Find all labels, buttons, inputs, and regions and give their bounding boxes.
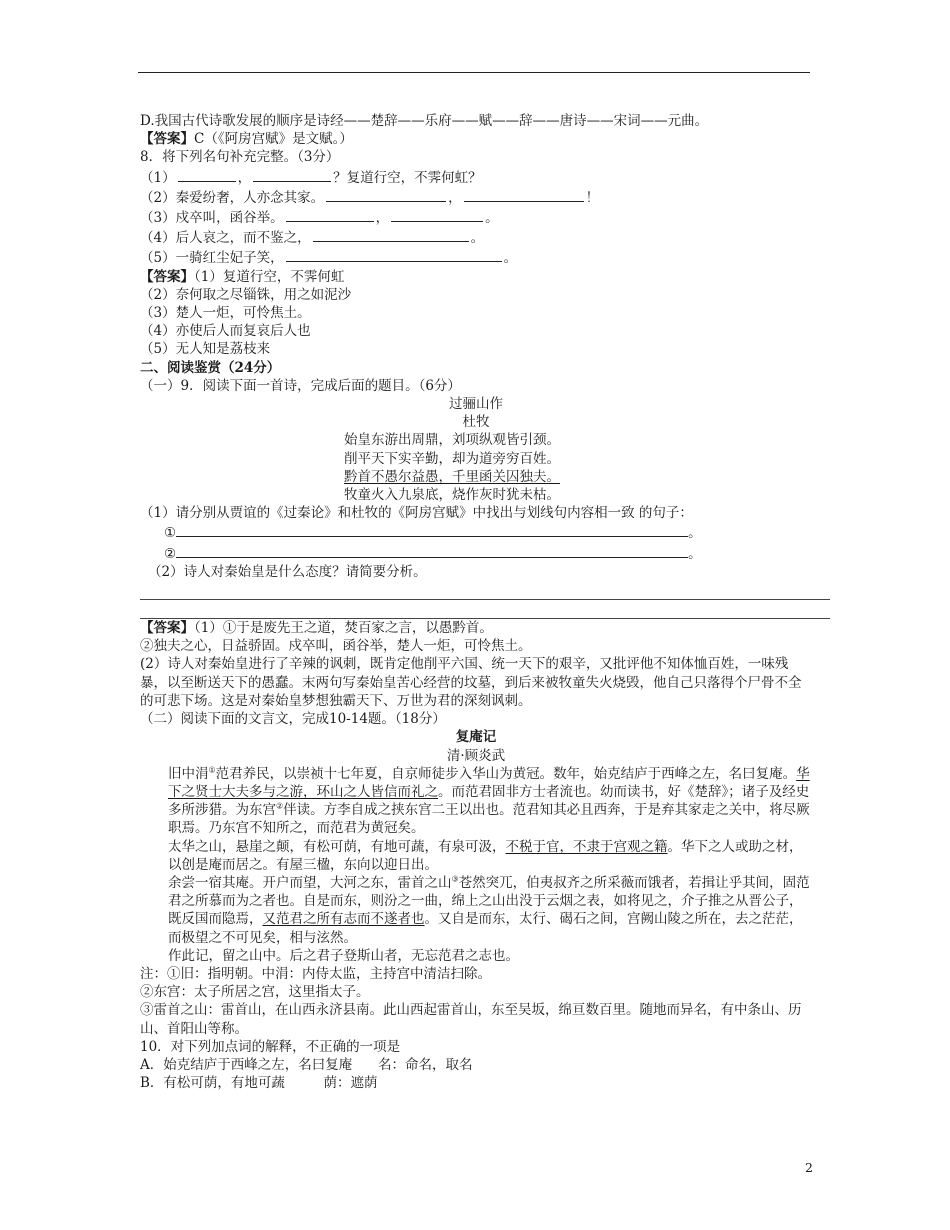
q8-answer-1: 【答案】（1）复道行空，不霁何虹 — [140, 268, 345, 285]
q8-line-3: （3）戍卒叫，函谷举。 ， 。 — [140, 207, 812, 227]
answer-line[interactable] — [140, 581, 830, 600]
footnote-mark: ③ — [451, 874, 459, 884]
poem-line-4: 牧童火入九泉底，烧作灰时犹未枯。 — [344, 487, 560, 504]
q7-option-d: D.我国古代诗歌发展的顺序是诗经——楚辞——乐府——赋——辞——唐诗——宋词——元曲。 — [140, 113, 709, 129]
q8-line-1: （1） ， ？复道行空，不霁何虹？ — [140, 167, 812, 187]
footnote-1: 注：①旧：指明朝。中涓：内侍太监，主持宫中清洁扫除。 — [140, 965, 491, 982]
poem-line-1: 始皇东游出周鼎，刘项纵观皆引颈。 — [344, 432, 560, 449]
passage-paragraph-1: 旧中涓①范君养民，以崇祯十七年夏，自京师徒步入华山为黄冠。数年，始克结庐于西峰之左，名曰复庵。华下之贤士大夫多与之游，环山之人皆信而礼之。而范君固非方士者流也。幼而读书，好《楚辞》；诸子及经史多所涉猎。为东宫②伴读。方李自成之挟东宫二王以出也。范君知其必且西奔，于是弃其家走之关中，将尽厥职焉。乃东宫不知所之，而范君为黄冠矣。 — [168, 765, 810, 837]
q8-answer-3: （3）楚人一炬，可怜焦土。 — [140, 305, 311, 322]
poem-line-2: 削平天下实辛勤，却为道旁穷百姓。 — [344, 450, 560, 467]
q8-answer-5: （5）无人知是荔枝来 — [140, 341, 271, 358]
q9-answer-line-1: ① 。 — [140, 522, 812, 542]
passage-paragraph-4: 作此记，留之山中。后之君子登斯山者，无忘范君之志也。 — [168, 947, 519, 964]
footnote-mark: ② — [276, 801, 284, 811]
footnote-3: ③雷首之山：雷首山，在山西永济县南。此山西起雷首山，东至吴坂，绵亘数百里。随地而异名，有中条山、历山、首阳山等称。 — [140, 1002, 802, 1037]
q9-stem: （一）9．阅读下面一首诗，完成后面的题目。（6分） — [140, 377, 461, 394]
q9-sub-1: （1）请分别从贾谊的《过秦论》和杜牧的《阿房宫赋》中找出与划线句内容相一致 的句子： — [140, 505, 693, 522]
header-rule — [138, 72, 810, 73]
poem-line-3: 黔首不愚尔益愚，千里函关囚独夫。 — [344, 468, 560, 485]
q8-line-5: （5）一骑红尘妃子笑， 。 — [140, 247, 812, 267]
blank-field[interactable] — [464, 187, 584, 202]
blank-field[interactable] — [391, 207, 483, 222]
answer-tag: 【答案】 — [140, 620, 194, 637]
answer-tag: 【答案】 — [140, 268, 194, 285]
footnote-2: ②东宫：太子所居之宫，这里指太子。 — [140, 984, 370, 1001]
blank-field[interactable] — [326, 187, 446, 202]
poem-title: 过骊山作 — [449, 396, 503, 413]
blank-field[interactable] — [313, 227, 469, 242]
page-number: 2 — [805, 1160, 813, 1175]
q8-answer-2: （2）奈何取之尽锱铢，用之如泥沙 — [140, 286, 352, 303]
q10-option-a: A．始克结庐于西峰之左，名曰复庵 名：命名，取名 — [140, 1056, 473, 1073]
answer-line[interactable] — [140, 600, 830, 619]
section-2-title: 二、阅读鉴赏（24分） — [140, 359, 281, 376]
q8-answer-4: （4）亦使后人而复哀后人也 — [140, 323, 311, 340]
passage-paragraph-2: 太华之山，悬崖之颠，有松可荫，有地可蔬，有泉可汲，不税于官，不隶于宫观之籍。华下之人或助之材，以创是庵而居之。有屋三楹，东向以迎日出。 — [168, 838, 803, 873]
blank-field[interactable] — [286, 207, 374, 222]
footnote-mark: ① — [208, 765, 216, 775]
q10-stem: 10．对下列加点词的解释，不正确的一项是 — [140, 1038, 401, 1055]
passage-paragraph-3: 余尝一宿其庵。开户而望，大河之东，雷首之山③苍然突兀，伯夷叔齐之所采薇而饿者，若揖让乎其间，固范君之所慕而为之者也。自是而东，则汾之一曲，绵上之山出没于云烟之表，如将见之，介子推之从晋公子，既反国而隐焉，又范君之所有志而不遂者也。又自是而东，太行、碣石之间，宫阙山陵之所在，去之茫茫，而极望之不可见矣，相与泫然。 — [168, 874, 810, 946]
answer-line[interactable] — [176, 543, 688, 558]
q9-answer-line-2: ② 。 — [140, 543, 812, 563]
passage-title: 复庵记 — [455, 729, 497, 746]
q8-stem: 8．将下列名句补充完整。（3分） — [140, 149, 340, 166]
answer-line[interactable] — [176, 522, 688, 537]
q9-sub-2: （2）诗人对秦始皇是什么态度？请简要分析。 — [148, 563, 427, 580]
q9-answer-1: 【答案】（1）①于是废先王之道，焚百家之言，以愚黔首。 — [140, 620, 493, 637]
blank-field[interactable] — [286, 247, 502, 262]
q8-line-4: （4）后人哀之，而不鉴之， 。 — [140, 227, 812, 247]
answer-tag: 【答案】 — [140, 131, 194, 148]
q10-option-b: B．有松可荫，有地可蔬 荫：遮荫 — [140, 1075, 378, 1092]
blank-field[interactable] — [178, 167, 236, 182]
q10-14-stem: （二）阅读下面的文言文，完成10-14题。（18分） — [140, 711, 446, 728]
q8-line-2: （2）秦爱纷奢，人亦念其家。 ， ！ — [140, 187, 812, 207]
q9-answer-3: (2）诗人对秦始皇进行了辛辣的讽刺，既肯定他削平六国、统一天下的艰辛，又批评他不知体恤百姓，一味残暴，以至断送天下的愚蠢。末两句写秦始皇苦心经营的坟墓，到后来被牧童失火烧毁，他自己只落得个尸骨不全的可悲下场。这是对秦始皇梦想独霸天下、万世为君的深刻讽刺。 — [140, 656, 802, 709]
poem-author: 杜牧 — [462, 414, 490, 431]
q9-answer-2: ②独夫之心，日益骄固。戍卒叫，函谷举，楚人一炬，可怜焦土。 — [140, 638, 532, 655]
q7-answer: 【答案】C（《阿房宫赋》是文赋。） — [140, 131, 353, 148]
passage-author: 清·顾炎武 — [446, 747, 506, 764]
blank-field[interactable] — [253, 167, 331, 182]
document-body — [140, 112, 812, 1092]
